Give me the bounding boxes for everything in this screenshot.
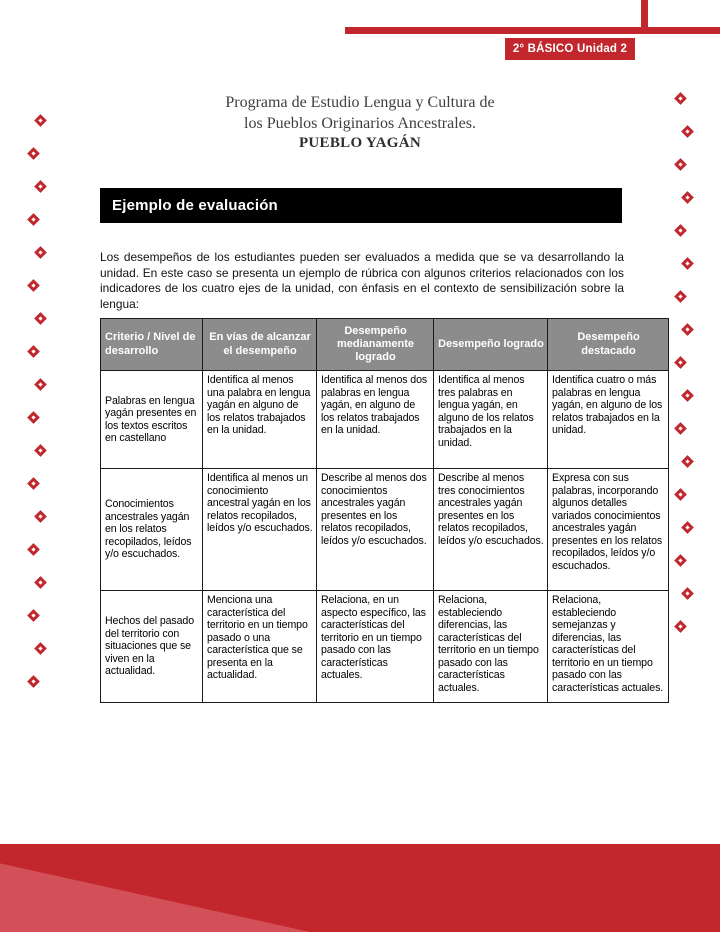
left-ornament-column (28, 116, 50, 686)
table-cell: Palabras en lengua yagán presentes en los textos escritos en castellano (101, 371, 203, 469)
diamond-ornament (34, 576, 47, 589)
diamond-ornament (674, 224, 687, 237)
table-cell: Describe al menos tres conocimientos ancestrales yagán presentes en los relatos recopilados, leídos y/o escuchados. (434, 469, 548, 591)
table-cell: Relaciona, en un aspecto específico, las características del territorio en un tiempo pasado con las características actuales. (317, 591, 434, 703)
table-cell: Identifica al menos un conocimiento ancestral yagán en los relatos recopilados, leídos y/o escuchados. (203, 469, 317, 591)
diamond-ornament (681, 323, 694, 336)
diamond-ornament (681, 587, 694, 600)
diamond-ornament (674, 554, 687, 567)
diamond-ornament (674, 620, 687, 633)
diamond-ornament (27, 345, 40, 358)
table-cell: Relaciona, estableciendo diferencias, las características del territorio en un tiempo pasado con las características actuales. (434, 591, 548, 703)
table-cell: Describe al menos dos conocimientos ancestrales yagán presentes en los relatos recopilados, leídos y/o escuchados. (317, 469, 434, 591)
diamond-ornament (34, 444, 47, 457)
diamond-ornament (27, 147, 40, 160)
diamond-ornament (34, 246, 47, 259)
footer-stripe-ornament (0, 844, 310, 932)
table-cell: Identifica al menos dos palabras en lengua yagán, en alguno de los relatos trabajados en la unidad. (317, 371, 434, 469)
diamond-ornament (681, 389, 694, 402)
diamond-ornament (34, 312, 47, 325)
table-row (101, 469, 669, 591)
table-header-row (101, 319, 669, 371)
diamond-ornament (674, 92, 687, 105)
title-line-2: los Pueblos Originarios Ancestrales. (244, 115, 476, 133)
header-cell-criterio: Criterio / Nivel de desarrollo (101, 319, 203, 371)
rubric-table (100, 318, 669, 703)
diamond-ornament (674, 422, 687, 435)
table-cell: Identifica al menos tres palabras en lengua yagán, en alguno de los relatos trabajados en la unidad. (434, 371, 548, 469)
diamond-ornament (27, 675, 40, 688)
diamond-ornament (34, 180, 47, 193)
diamond-ornament (27, 609, 40, 622)
diamond-ornament (34, 114, 47, 127)
table-row (101, 371, 669, 469)
top-red-stub (641, 0, 648, 34)
header-cell-logrado: Desempeño logrado (434, 319, 548, 371)
diamond-ornament (34, 642, 47, 655)
title-line-3: PUEBLO YAGÁN (298, 135, 422, 152)
diamond-ornament (681, 191, 694, 204)
title-line-1: Programa de Estudio Lengua y Cultura de (225, 94, 495, 111)
table-row (101, 591, 669, 703)
diamond-ornament (674, 356, 687, 369)
diamond-ornament (674, 488, 687, 501)
page-title (60, 92, 660, 154)
diamond-ornament (34, 378, 47, 391)
diamond-ornament (674, 158, 687, 171)
diamond-ornament (674, 290, 687, 303)
header-cell-destacado: Desempeño destacado (548, 319, 669, 371)
diamond-ornament (681, 125, 694, 138)
diamond-ornament (27, 477, 40, 490)
diamond-ornament (681, 521, 694, 534)
diamond-ornament (681, 257, 694, 270)
diamond-ornament (681, 455, 694, 468)
right-ornament-column (674, 94, 696, 631)
table-cell: Expresa con sus palabras, incorporando algunos detalles variados conocimientos ancestrales yagán presentes en los relatos recopilados, leídos y/o escuchados. (548, 469, 669, 591)
table-cell: Identifica cuatro o más palabras en lengua yagán, en alguno de los relatos trabajados en la unidad. (548, 371, 669, 469)
section-banner (100, 188, 622, 223)
diamond-ornament (27, 411, 40, 424)
section-banner-label: Ejemplo de evaluación (112, 197, 278, 214)
table-cell: Menciona una característica del territorio en un tiempo pasado o una característica que se presenta en la actualidad. (203, 591, 317, 703)
intro-paragraph: Los desempeños de los estudiantes pueden ser evaluados a medida que se va desarrollando la unidad. En este caso se presenta un ejemplo de rúbrica con algunos criterios relacionados con los indicadores de los cuatro ejes de la unidad, con énfasis en el contexto de sensibilización sobre la lengua: (100, 250, 624, 312)
diamond-ornament (27, 213, 40, 226)
table-cell: Identifica al menos una palabra en lengua yagán en alguno de los relatos trabajados en la unidad. (203, 371, 317, 469)
diamond-ornament (27, 543, 40, 556)
header-cell-en-vias: En vías de alcanzar el desempeño (203, 319, 317, 371)
footer-bar (0, 844, 720, 932)
table-cell: Hechos del pasado del territorio con situaciones que se viven en la actualidad. (101, 591, 203, 703)
diamond-ornament (34, 510, 47, 523)
unit-badge: 2° BÁSICO Unidad 2 (505, 38, 635, 60)
top-red-bar (345, 27, 720, 34)
table-cell: Relaciona, estableciendo semejanzas y diferencias, las características del territorio en un tiempo pasado con las características actuales. (548, 591, 669, 703)
table-cell: Conocimientos ancestrales yagán en los relatos recopilados, leídos y/o escuchados. (101, 469, 203, 591)
diamond-ornament (27, 279, 40, 292)
header-cell-medianamente: Desempeño medianamente logrado (317, 319, 434, 371)
